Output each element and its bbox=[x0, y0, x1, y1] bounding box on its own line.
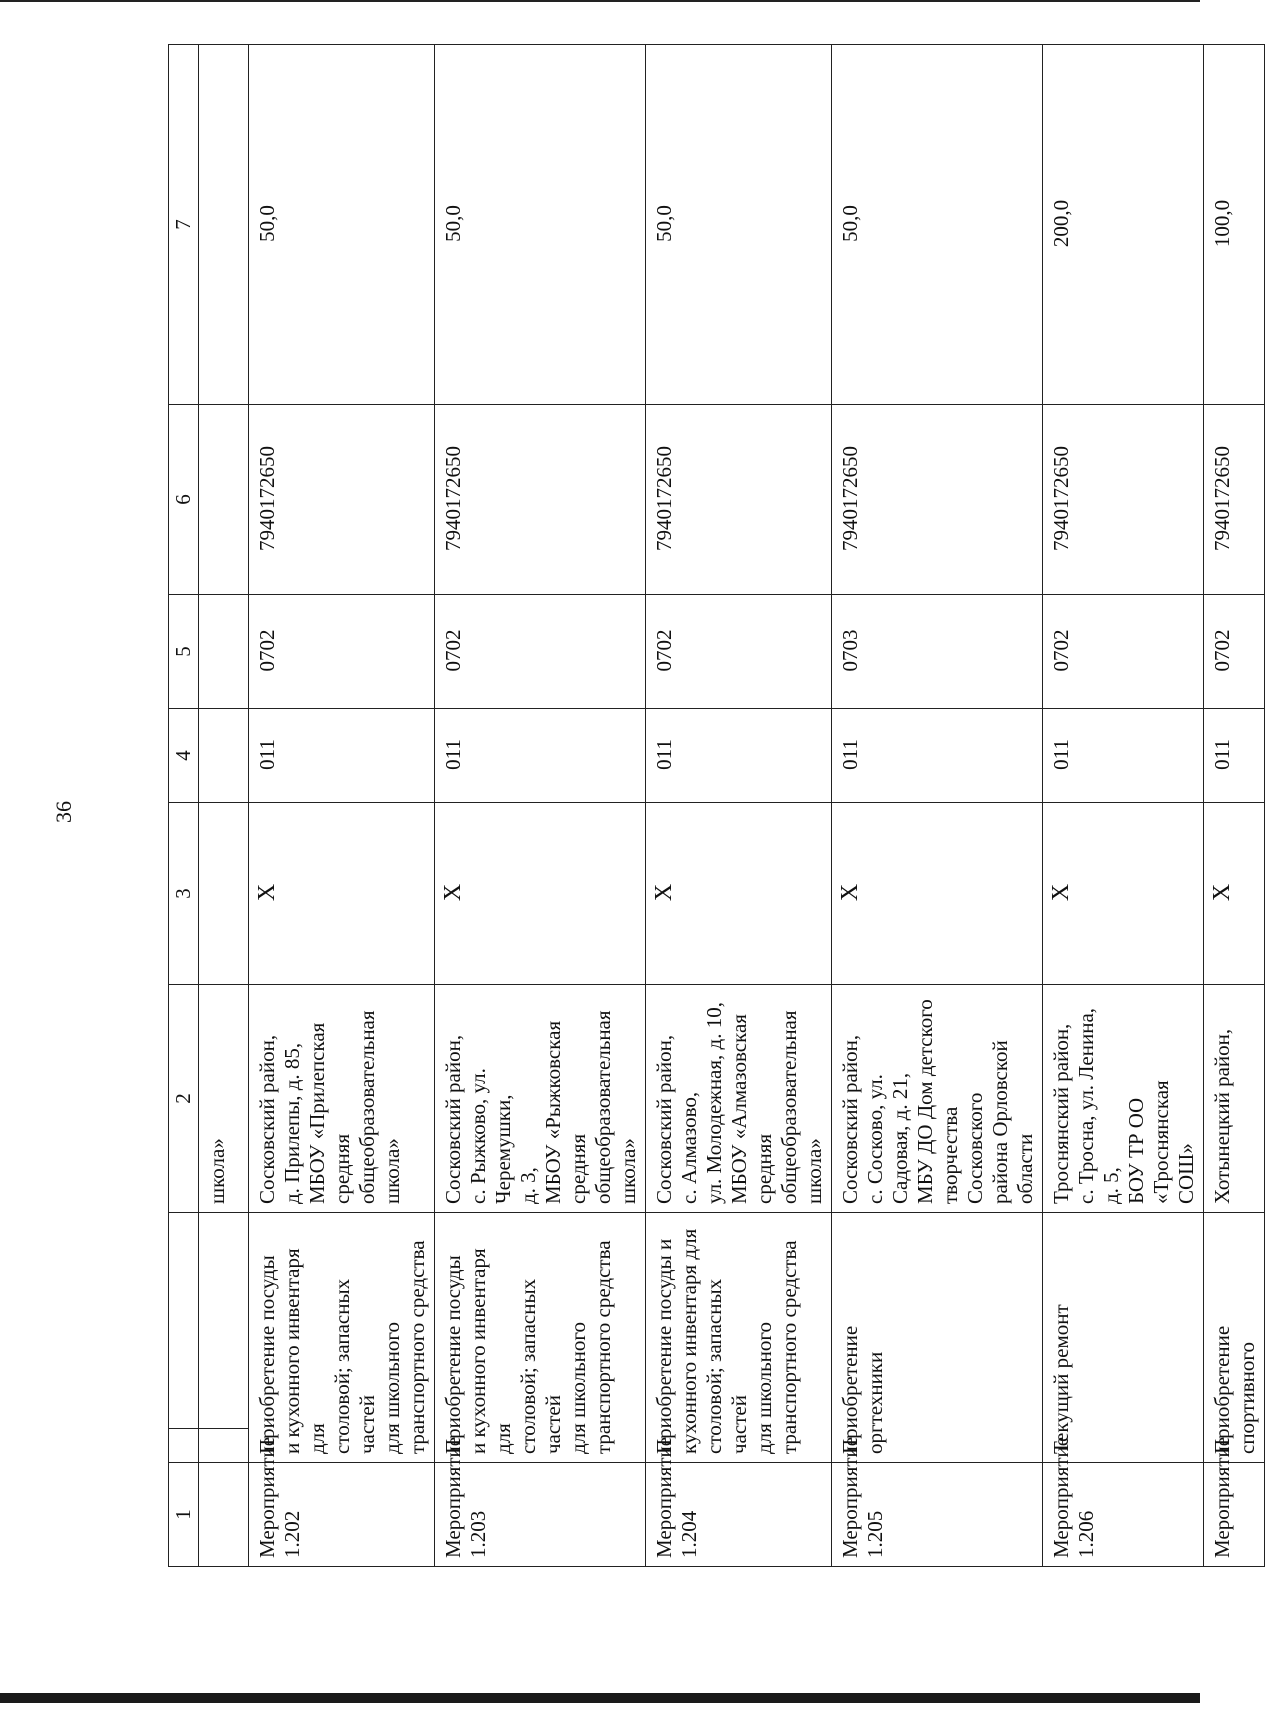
col6-cell: 7940172650 bbox=[249, 405, 435, 595]
continuation-row bbox=[199, 45, 249, 1567]
cont-cell-address: школа» bbox=[199, 985, 249, 1213]
col6-cell: 7940172650 bbox=[1204, 405, 1265, 595]
cont-cell-spacer bbox=[199, 1429, 249, 1463]
header-row bbox=[169, 45, 199, 1567]
description-cell: Приобретение посуды и кухонного инвентаря для столовой; запасных частей для школьного транспортного средства bbox=[646, 1213, 832, 1463]
col5-cell: 0702 bbox=[1043, 595, 1204, 709]
cont-cell-desc bbox=[199, 1213, 249, 1429]
description-cell: Приобретение оргтехники bbox=[832, 1213, 1043, 1463]
table-row bbox=[435, 45, 646, 1567]
top-edge-rule bbox=[0, 0, 1200, 6]
table-row bbox=[1204, 45, 1265, 1567]
page-number: 36 bbox=[51, 801, 76, 823]
col5-cell: 0702 bbox=[249, 595, 435, 709]
col3-cell: X bbox=[832, 803, 1043, 985]
amount-cell: 50,0 bbox=[435, 45, 646, 405]
col3-cell: X bbox=[646, 803, 832, 985]
description-cell: Приобретение посуды и кухонного инвентаря для столовой; запасных частей для школьного транспортного средства bbox=[435, 1213, 646, 1463]
bottom-edge-rule bbox=[0, 1693, 1200, 1703]
budget-measures-table bbox=[168, 44, 1265, 1567]
amount-cell: 200,0 bbox=[1043, 45, 1204, 405]
measure-cell: Мероприятие 1.205 bbox=[832, 1463, 1043, 1567]
col4-cell: 011 bbox=[435, 709, 646, 803]
description-cell: Приобретение спортивного bbox=[1204, 1213, 1265, 1463]
header-cell-7: 7 bbox=[169, 45, 199, 405]
measure-cell: Мероприятие 1.202 bbox=[249, 1463, 435, 1567]
address-cell: Хотынецкий район, bbox=[1204, 985, 1265, 1213]
measure-cell: Мероприятие 1.206 bbox=[1043, 1463, 1204, 1567]
address-cell: Сосковский район, с. Алмазово, ул. Молодежная, д. 10, МБОУ «Алмазовская средняя общеобразовательная школа» bbox=[646, 985, 832, 1213]
cont-cell-1 bbox=[199, 1463, 249, 1567]
table-row bbox=[832, 45, 1043, 1567]
description-cell: Текущий ремонт bbox=[1043, 1213, 1204, 1463]
amount-cell: 50,0 bbox=[832, 45, 1043, 405]
col3-cell: X bbox=[249, 803, 435, 985]
header-cell-spacer bbox=[169, 1429, 199, 1463]
col3-cell: X bbox=[1204, 803, 1265, 985]
amount-cell: 50,0 bbox=[249, 45, 435, 405]
header-cell-3: 3 bbox=[169, 803, 199, 985]
col4-cell: 011 bbox=[832, 709, 1043, 803]
col6-cell: 7940172650 bbox=[646, 405, 832, 595]
cont-cell-6 bbox=[199, 405, 249, 595]
col5-cell: 0702 bbox=[435, 595, 646, 709]
address-cell: Сосковский район, с. Сосково, ул. Садовая, д. 21, МБУ ДО Дом детского творчества Сосковского района Орловской области bbox=[832, 985, 1043, 1213]
measure-cell: Мероприятие 1.203 bbox=[435, 1463, 646, 1567]
col4-cell: 011 bbox=[1204, 709, 1265, 803]
rotated-table-container bbox=[168, 45, 1259, 1567]
measure-cell: Мероприятие bbox=[1204, 1463, 1265, 1567]
col4-cell: 011 bbox=[646, 709, 832, 803]
header-cell-1: 1 bbox=[169, 1463, 199, 1567]
col6-cell: 7940172650 bbox=[832, 405, 1043, 595]
amount-cell: 50,0 bbox=[646, 45, 832, 405]
header-cell-blank bbox=[169, 1213, 199, 1429]
description-cell: Приобретение посуды и кухонного инвентаря для столовой; запасных частей для школьного транспортного средства bbox=[249, 1213, 435, 1463]
table-row bbox=[249, 45, 435, 1567]
address-cell: Сосковский район, д. Прилепы, д. 85, МБОУ «Прилепская средняя общеобразовательная школа» bbox=[249, 985, 435, 1213]
col5-cell: 0702 bbox=[1204, 595, 1265, 709]
col4-cell: 011 bbox=[1043, 709, 1204, 803]
cont-cell-5 bbox=[199, 595, 249, 709]
col3-cell: X bbox=[435, 803, 646, 985]
cont-cell-3 bbox=[199, 803, 249, 985]
table-row bbox=[1043, 45, 1204, 1567]
header-cell-5: 5 bbox=[169, 595, 199, 709]
cont-cell-7 bbox=[199, 45, 249, 405]
amount-cell: 100,0 bbox=[1204, 45, 1265, 405]
address-cell: Сосковский район, с. Рыжково, ул. Черемушки, д. 3, МБОУ «Рыжковская средняя общеобразовательная школа» bbox=[435, 985, 646, 1213]
col6-cell: 7940172650 bbox=[435, 405, 646, 595]
header-cell-2: 2 bbox=[169, 985, 199, 1213]
header-cell-6: 6 bbox=[169, 405, 199, 595]
measure-cell: Мероприятие 1.204 bbox=[646, 1463, 832, 1567]
col6-cell: 7940172650 bbox=[1043, 405, 1204, 595]
col5-cell: 0702 bbox=[646, 595, 832, 709]
col4-cell: 011 bbox=[249, 709, 435, 803]
cont-cell-4 bbox=[199, 709, 249, 803]
col3-cell: X bbox=[1043, 803, 1204, 985]
col5-cell: 0703 bbox=[832, 595, 1043, 709]
header-cell-4: 4 bbox=[169, 709, 199, 803]
table-row bbox=[646, 45, 832, 1567]
address-cell: Троснянский район, с. Тросна, ул. Ленина, д. 5, БОУ ТР ОО «Троснянская СОШ» bbox=[1043, 985, 1204, 1213]
